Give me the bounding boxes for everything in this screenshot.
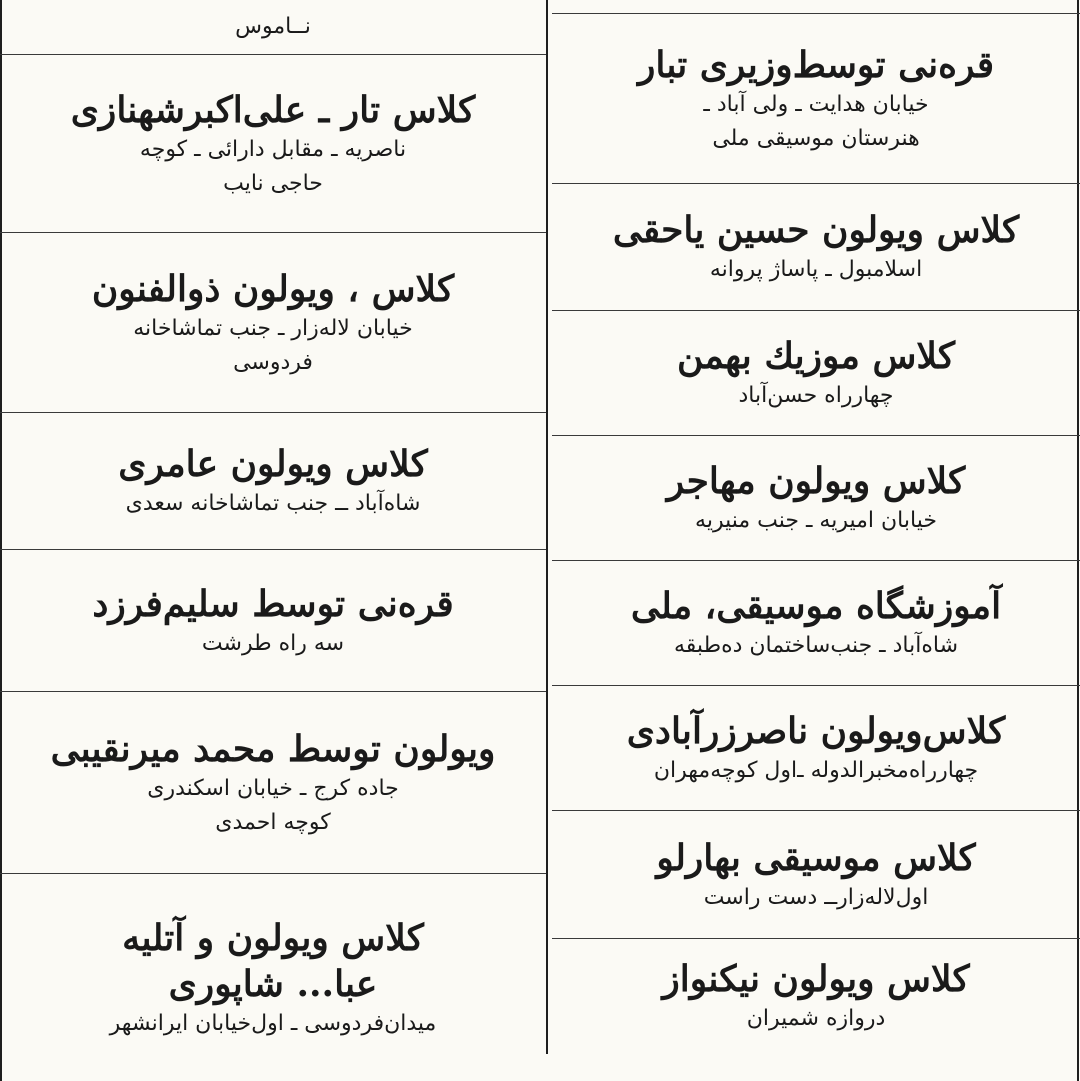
listing-entry bbox=[0, 692, 546, 874]
listing-title: قره‌نی توسط‌وزیری تبار bbox=[637, 43, 995, 86]
listing-line: کوچه احمدی bbox=[215, 809, 331, 835]
listing-line: خیابان هدایت ـ ولی آباد ـ bbox=[703, 91, 929, 117]
listing-title: قره‌نی توسط سلیم‌فرزد bbox=[92, 582, 454, 625]
listing-line: هنرستان موسیقی ملی bbox=[712, 125, 920, 151]
listing-entry bbox=[552, 811, 1080, 939]
listing-line: چهارراه‌مخبرالدوله ـ‌اول کوچه‌مهران bbox=[653, 758, 979, 783]
column-rule-middle bbox=[546, 0, 548, 1054]
listing-line: ناصریه ـ مقابل دارائی ـ کوچه bbox=[139, 136, 407, 162]
listing-title: ویولون توسط محمد میرنقیبی bbox=[50, 727, 496, 770]
listing-line: اول‌لاله‌زار‌ــ دست راست bbox=[703, 884, 929, 910]
listing-line: خیابان امیریه ـ جنب منیریه bbox=[695, 508, 937, 533]
listing-line: حاجی نایب bbox=[223, 170, 323, 196]
listing-title: کلاس‌ویولون ناصرزرآبادی bbox=[626, 710, 1006, 752]
listing-line: اسلامبول ـ پاساژ پروانه bbox=[709, 257, 923, 282]
listing-title: آموزشگاه موسیقی، ملی bbox=[630, 585, 1002, 627]
listing-entry bbox=[552, 939, 1080, 1052]
listing-entry bbox=[552, 311, 1080, 436]
listing-title: کلاس ، ویولون ذوالفنون bbox=[91, 267, 455, 310]
listing-line: دروازه شمیران bbox=[746, 1005, 886, 1031]
listing-line: جاده کرج ـ خیابان اسکندری bbox=[147, 775, 399, 801]
listing-line: سه راه طرشت bbox=[201, 630, 345, 656]
listing-title: کلاس ویولون عامری bbox=[118, 443, 428, 485]
listing-line: فردوسی bbox=[233, 349, 313, 375]
listing-entry bbox=[0, 874, 546, 1081]
listing-entry bbox=[552, 436, 1080, 561]
listing-entry bbox=[0, 55, 546, 233]
listing-line: چهارراه حسن‌آباد bbox=[738, 383, 894, 408]
listing-title: کلاس تار ـ علی‌اکبرشهنازی bbox=[70, 88, 476, 131]
listing-title: کلاس ویولون مهاجر bbox=[666, 460, 966, 502]
listing-title: کلاس ویولون حسین یاحقی bbox=[612, 209, 1020, 251]
listing-line: شاه‌آباد ـ جنب‌ساختمان ده‌طبقه bbox=[674, 633, 959, 658]
listing-title: کلاس موسیقی بهارلو bbox=[656, 836, 976, 879]
listing-entry bbox=[0, 550, 546, 692]
listing-title: کلاس ویولون نیکنواز bbox=[662, 957, 970, 1000]
listing-entry bbox=[552, 561, 1080, 686]
listing-entry bbox=[552, 184, 1080, 311]
listing-subtitle: عبا... شاپوری bbox=[168, 962, 378, 1005]
right-column bbox=[552, 0, 1080, 1081]
top-rule bbox=[552, 0, 1080, 14]
listing-entry bbox=[552, 14, 1080, 184]
listing-line: خیابان لاله‌زار ـ جنب تماشاخانه bbox=[133, 315, 413, 341]
listing-entry bbox=[0, 413, 546, 550]
listing-line: شاه‌آباد ــ جنب تماشاخانه سعدی bbox=[125, 491, 421, 516]
listing-entry bbox=[0, 0, 546, 55]
listing-title: کلاس ویولون و آتلیه bbox=[122, 916, 424, 959]
listing-line: میدان‌فردوسی ـ اول‌خیابان ایرانشهر bbox=[109, 1010, 437, 1036]
listing-entry bbox=[552, 686, 1080, 811]
listing-line: نــاموس bbox=[235, 14, 311, 39]
listing-entry bbox=[0, 233, 546, 413]
listing-title: کلاس موزیك بهمن bbox=[676, 335, 956, 377]
